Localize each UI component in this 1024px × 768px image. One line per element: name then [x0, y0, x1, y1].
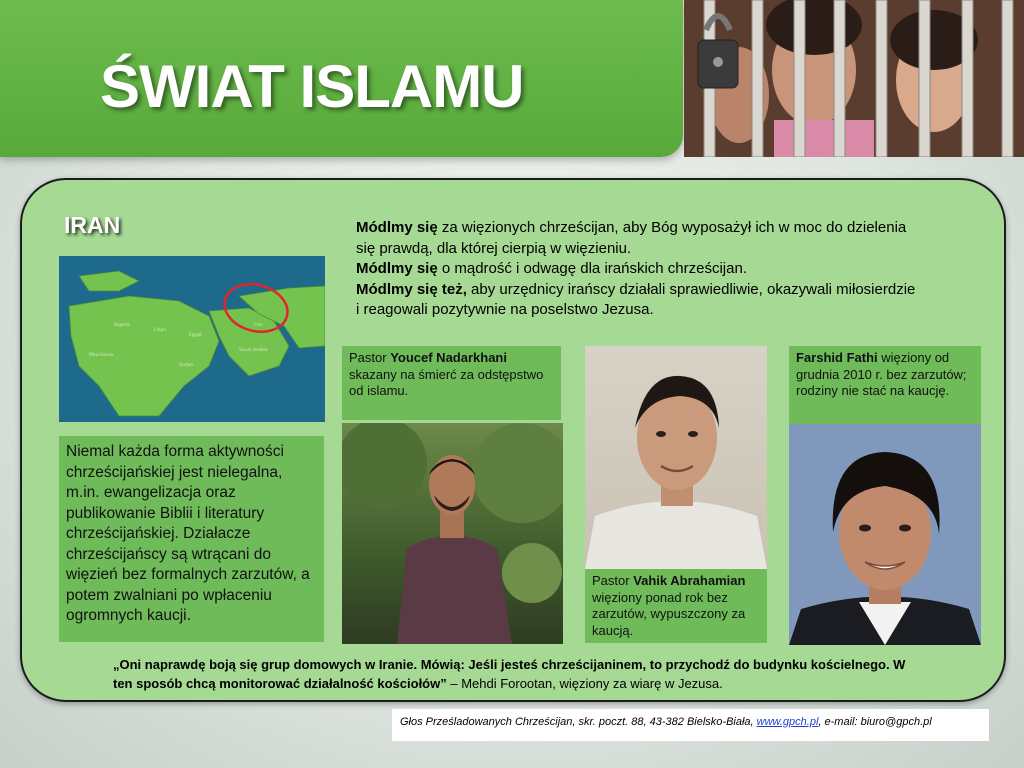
person-name-youcef: Youcef Nadarkhani [390, 350, 507, 365]
middle-east-map [59, 256, 325, 422]
info-box: Niemal każda forma aktywności chrześcijańskiej jest nielegalna, m.in. ewangelizacja oraz publikowanie Biblii i literatury chrześcijańskiej. Działacze chrześcijańscy są wtrącani do więzień bez formalnych zarzutów, a potem zwalniani po wpłaceniu ogromnych kaucji. [59, 436, 324, 642]
footer-website-link[interactable]: www.gpch.pl [756, 716, 819, 728]
svg-text:Saudi Arabia: Saudi Arabia [239, 348, 268, 353]
photo-farshid [789, 424, 981, 645]
prayer-line2-bold: Módlmy się [356, 260, 438, 277]
caption-text: więziony ponad rok bez zarzutów, wypuszczony za kaucją. [592, 589, 746, 638]
portrait-vahik-icon [585, 346, 767, 569]
prayer-line1-bold: Módlmy się [356, 219, 438, 236]
prayer-line3: aby urzędnicy irańscy działali sprawiedliwie, okazywali miłosierdzie i reagowali pozytywnie na poselstwo Jezusa. [356, 280, 916, 318]
quote [113, 656, 913, 693]
caption-farshid [789, 346, 981, 424]
prison-bars-icon [684, 0, 1024, 157]
quote-bold: „Oni naprawdę boją się grup domowych w Iranie. Mówią: Jeśli jesteś chrześcijaninem, to przychodź do budynku kościelnego. W ten sposób chcą monitorować działalność kościołów” [113, 657, 906, 691]
footer [392, 709, 989, 741]
map-icon [59, 256, 325, 422]
page-title: ŚWIAT ISLAMU [100, 53, 524, 120]
prayer-line3-bold: Módlmy się też, [356, 280, 467, 298]
prayer-line1: za więzionych chrześcijan, aby Bóg wyposażył ich w moc do dzielenia się prawdą, dla której cierpią w więzieniu. [356, 219, 907, 257]
svg-text:Mauritania: Mauritania [89, 353, 113, 358]
footer-email: biuro@gpch.pl [860, 716, 932, 728]
prayer-line2: o mądrość i odwagę dla irańskich chrześcijan. [437, 260, 747, 277]
svg-text:Egypt: Egypt [189, 333, 202, 338]
caption-prefix: Pastor [349, 350, 391, 365]
caption-youcef [342, 346, 561, 420]
person-name-vahik: Vahik Abrahamian [633, 573, 746, 588]
portrait-farshid-icon [789, 424, 981, 645]
caption-prefix: Pastor [592, 573, 634, 588]
svg-text:Iran: Iran [254, 323, 263, 328]
caption-text: skazany na śmierć za odstępstwo od islamu. [349, 366, 544, 398]
section-label: IRAN [64, 212, 121, 238]
footer-address: Głos Prześladowanych Chrześcijan, skr. poczt. 88, 43-382 Bielsko-Biała, [400, 716, 757, 728]
svg-text:Sudan: Sudan [179, 363, 194, 368]
svg-text:Algeria: Algeria [114, 323, 130, 328]
footer-email-label: , e-mail: [818, 716, 861, 728]
person-name-farshid: Farshid Fathi [796, 350, 878, 365]
quote-attribution: – Mehdi Forootan, więziony za wiarę w Jezusa. [446, 675, 723, 691]
portrait-youcef-icon [342, 423, 563, 644]
svg-text:Libya: Libya [154, 328, 167, 333]
prison-bars-photo [684, 0, 1024, 157]
caption-text: więziony od grudnia 2010 r. bez zarzutów; rodziny nie stać na kaucję. [796, 350, 967, 398]
caption-vahik [585, 569, 767, 643]
photo-vahik [585, 346, 767, 569]
prayer-text [356, 218, 916, 321]
photo-youcef [342, 423, 563, 644]
